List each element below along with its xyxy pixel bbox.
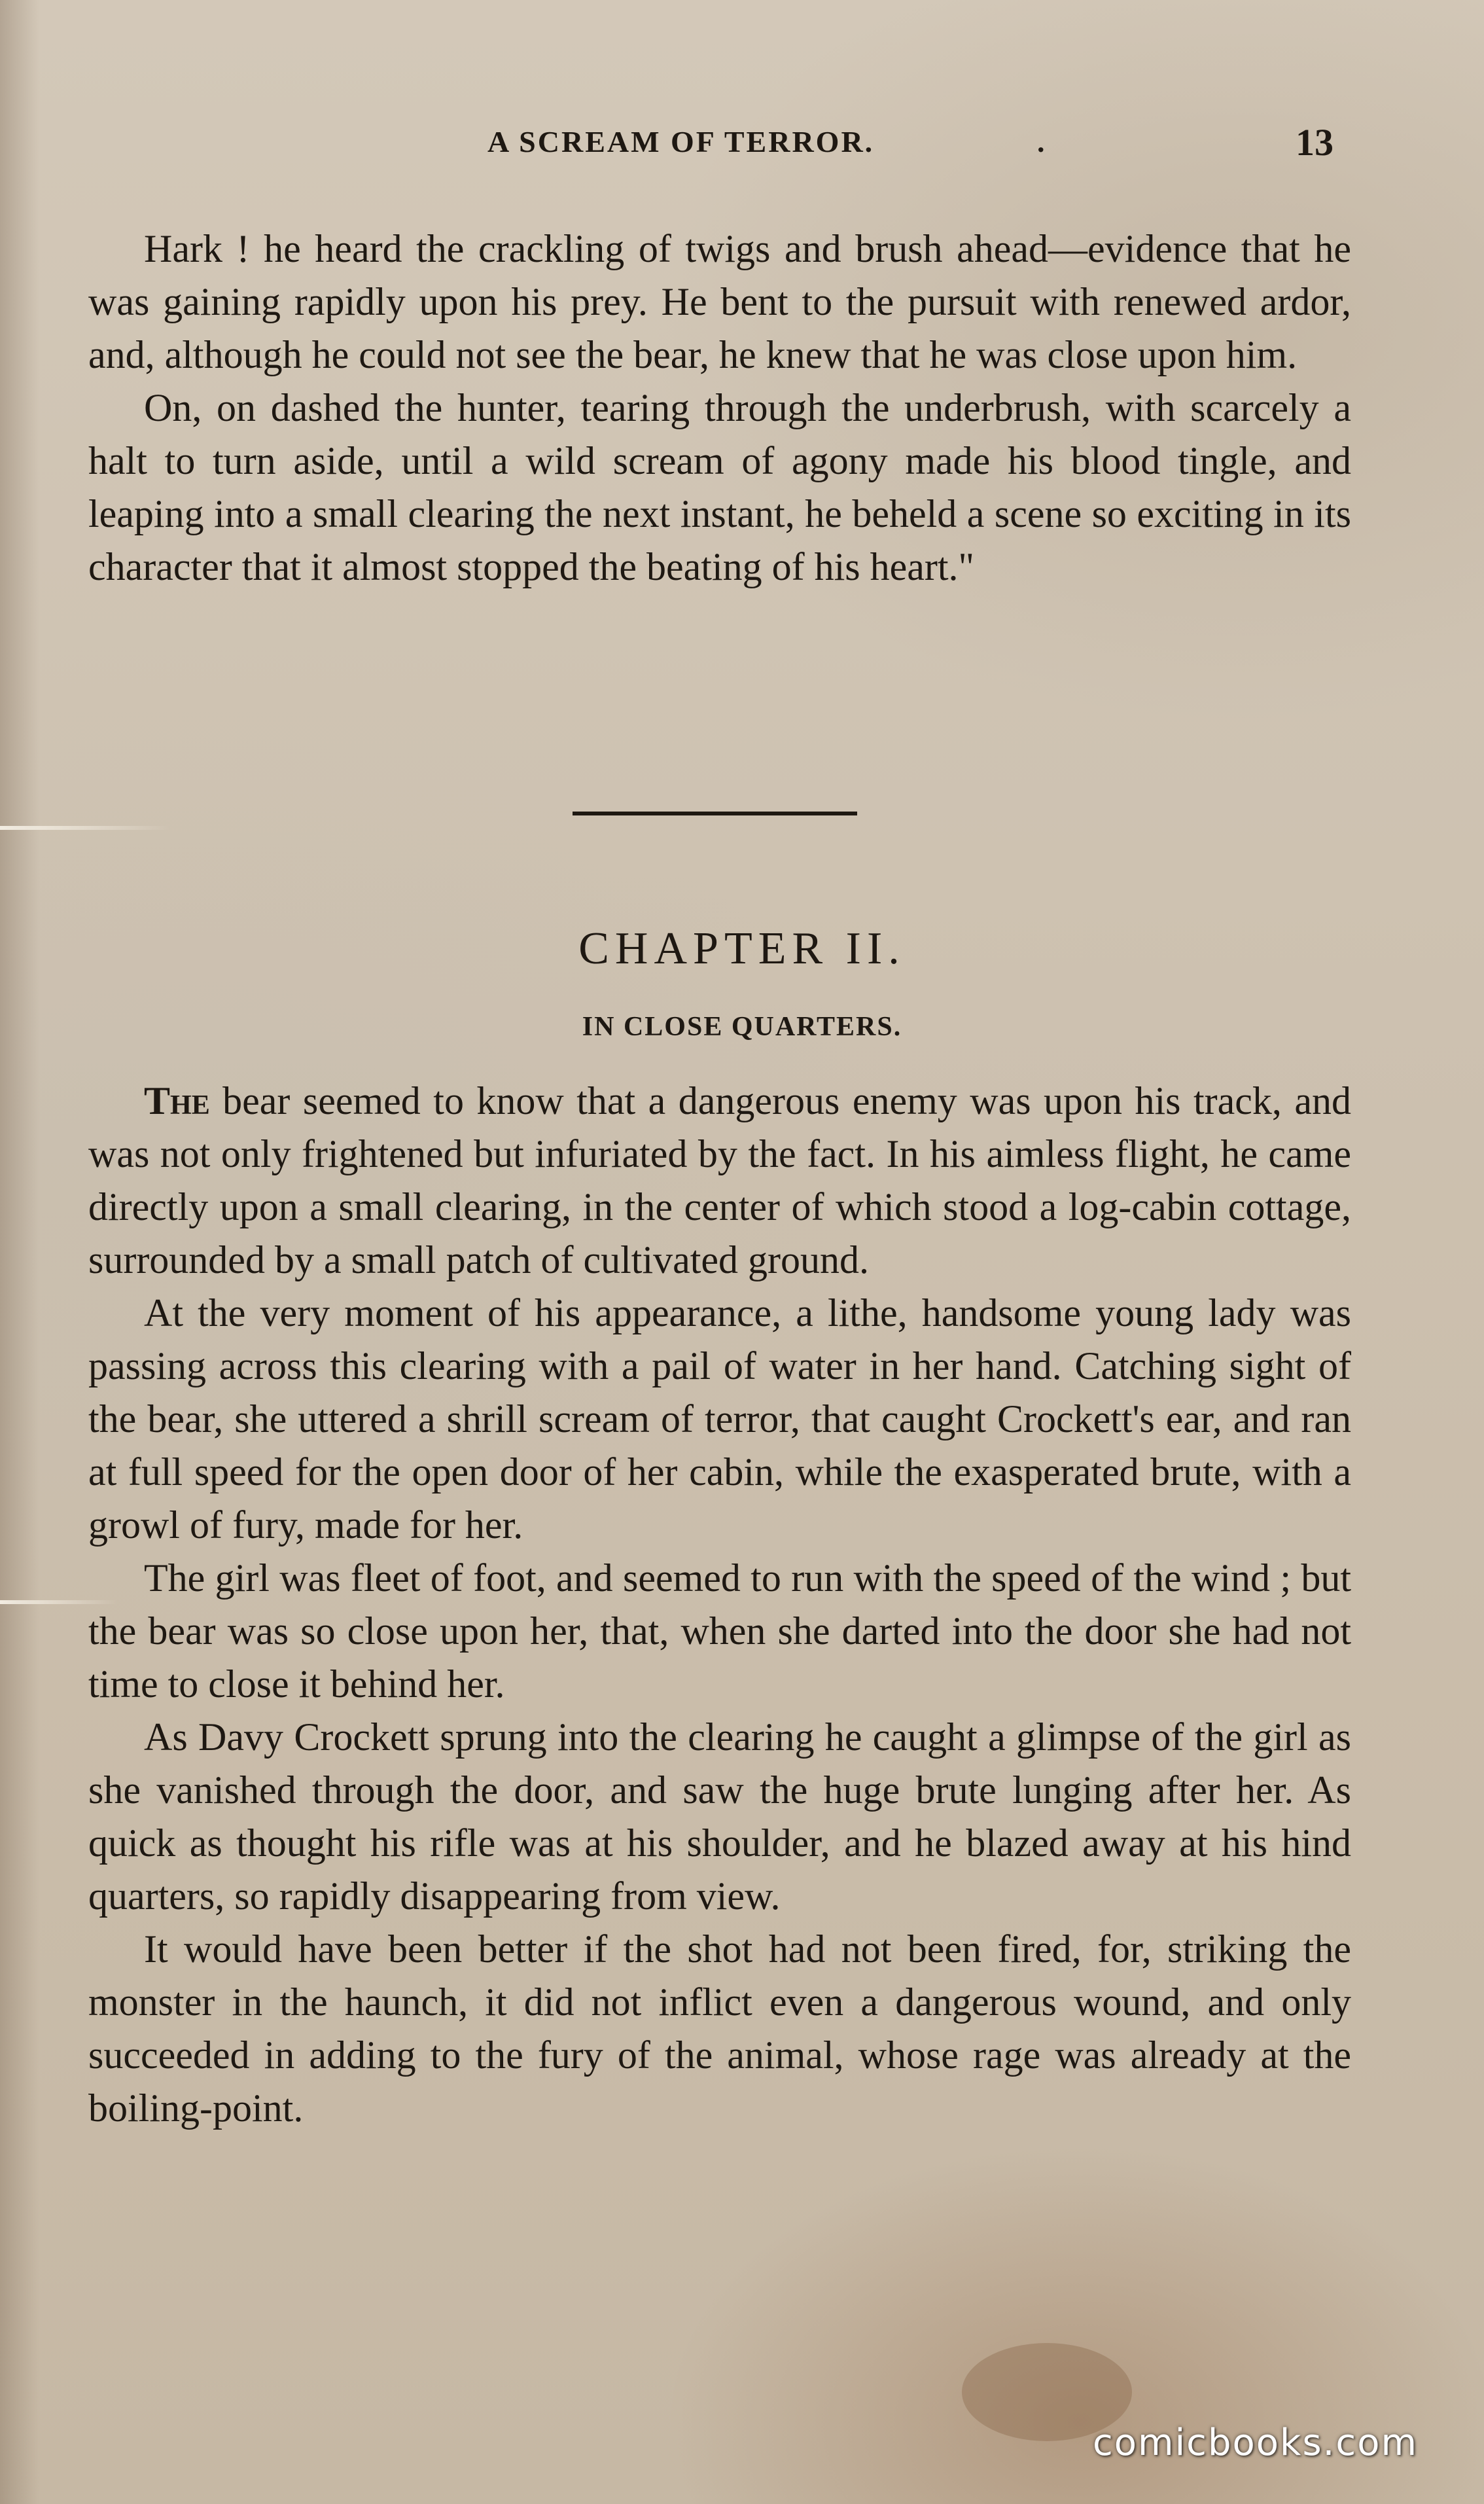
chapter-subtitle: IN CLOSE QUARTERS.: [582, 1012, 902, 1042]
chapter-title: CHAPTER II.: [578, 923, 906, 974]
paragraph: [88, 1075, 1351, 1287]
paragraph: Hark ! he heard the crackling of twigs and brush ahead—evidence that he was gaining rapidly upon his prey. He bent to the pursuit with renewed ardor, and, although he could not see the bear, he knew that he was close upon him.: [88, 227, 1351, 376]
paragraph: It would have been better if the shot had not been fired, for, striking the monster in the haunch, it did not inflict even a dangerous wound, and only succeeded in adding to the fury of the animal, whose rage was already at the boiling-point.: [88, 1927, 1351, 2130]
paragraph: On, on dashed the hunter, tearing through the underbrush, with scarcely a halt to turn aside, until a wild scream of agony made his blood tingle, and leaping into a small clearing the next instant, he beheld a scene so exciting in its character that it almost stopped the beating of his heart.": [88, 386, 1351, 588]
page-number: 13: [1296, 121, 1334, 164]
page-edge-shadow: [0, 0, 39, 2504]
running-head-title: A SCREAM OF TERROR.: [487, 125, 875, 158]
body-text-section-1: [88, 223, 1351, 594]
paragraph: At the very moment of his appearance, a lithe, handsome young lady was passing across this clearing with a pail of water in her hand. Catching sight of the bear, she uttered a shrill scream of terror, that caught Crockett's ear, and ran at full speed for the open door of her cabin, while the exasperated brute, with a growl of fury, made for her.: [88, 1291, 1351, 1547]
header-dot: .: [1037, 125, 1045, 158]
watermark: comicbooks.com: [1093, 2422, 1419, 2464]
paragraph: The girl was fleet of foot, and seemed to run with the speed of the wind ; but the bear was so close upon her, that, when she darted into the door she had not time to close it behind her.: [88, 1556, 1351, 1706]
running-header: [0, 121, 1484, 170]
body-text-section-2: [88, 1075, 1351, 2135]
paper-crease: [0, 826, 170, 830]
paragraph: As Davy Crockett sprung into the clearing he caught a glimpse of the girl as she vanished through the door, and saw the huge brute lunging after her. As quick as thought his rifle was at his shoulder, and he blazed away at his hind quarters, so rapidly disappearing from view.: [88, 1715, 1351, 1918]
lead-word: The: [144, 1079, 210, 1122]
paragraph-text: bear seemed to know that a dangerous enemy was upon his track, and was not only frightened but infuriated by the fact. In his aimless flight, he came directly upon a small clearing, in the center of which stood a log-cabin cottage, surrounded by a small patch of cultivated ground.: [88, 1079, 1351, 1281]
section-separator-rule: [573, 812, 857, 815]
